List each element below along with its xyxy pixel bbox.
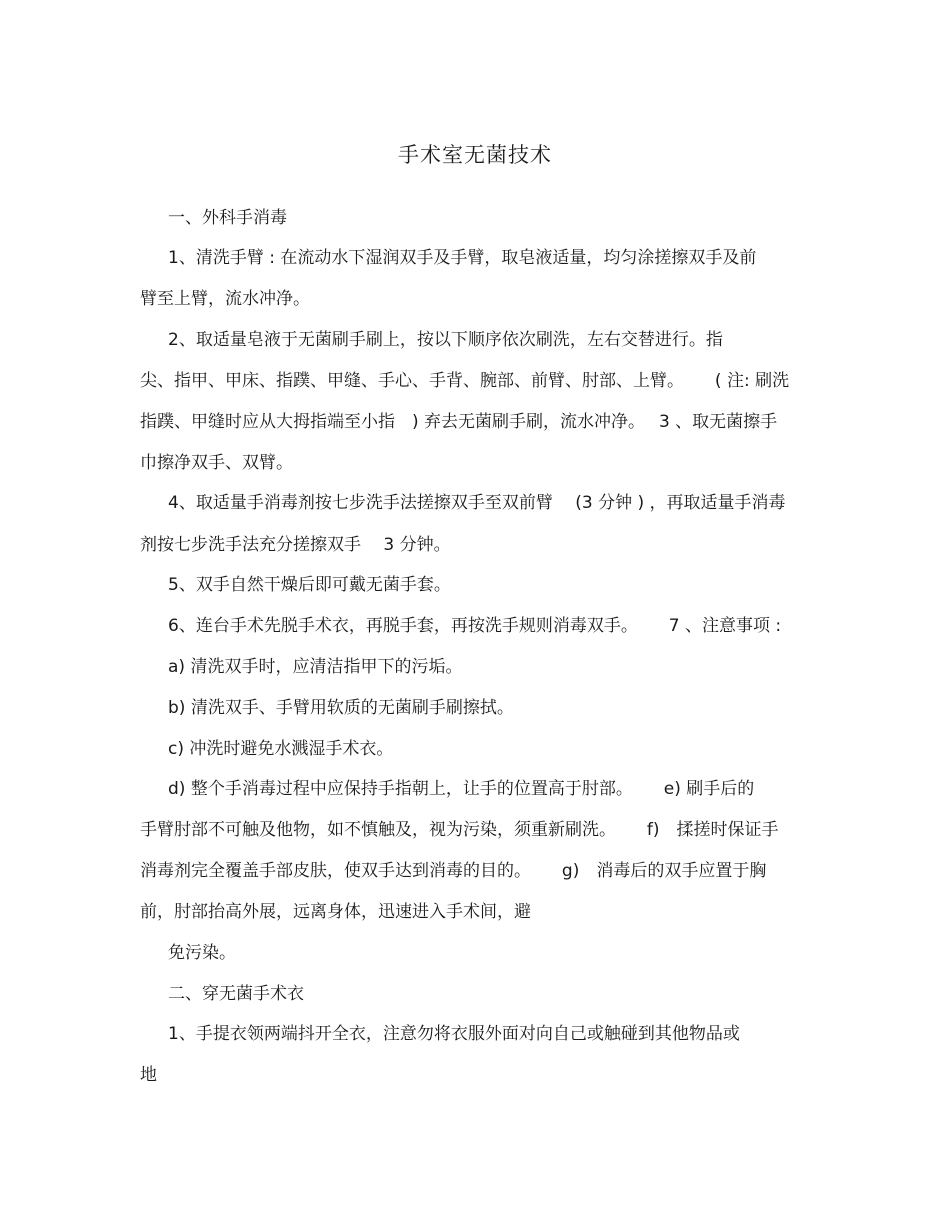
section-heading-2: 二、穿无菌手术衣 <box>168 984 304 1004</box>
list-item: c) 冲洗时避免水溅湿手术衣。 <box>168 739 394 759</box>
paragraph-line: 地 <box>140 1065 157 1085</box>
paragraph-line: 指蹼、甲缝时应从大拇指端至小指 ) 弃去无菌刷手刷，流水冲净。 3 、取无菌擦手 <box>140 412 778 432</box>
paragraph-line: 前，肘部抬高外展，远离身体，迅速进入手术间，避 <box>140 902 531 922</box>
paragraph-line: 手臂肘部不可触及他物，如不慎触及，视为污染，须重新刷洗。 f) 揉搓时保证手 <box>140 820 779 840</box>
paragraph-line: 免污染。 <box>168 943 236 963</box>
list-item: d) 整个手消毒过程中应保持手指朝上，让手的位置高于肘部。 e) 刷手后的 <box>168 779 755 799</box>
paragraph-line: 消毒剂完全覆盖手部皮肤，使双手达到消毒的目的。 g) 消毒后的双手应置于胸 <box>140 861 767 881</box>
paragraph-line: 1、清洗手臂 : 在流动水下湿润双手及手臂，取皂液适量，均匀涂搓擦双手及前 <box>168 248 757 268</box>
document-title: 手术室无菌技术 <box>398 143 552 167</box>
paragraph-line: 6、连台手术先脱手术衣，再脱手套，再按洗手规则消毒双手。 7 、注意事项 : <box>168 616 782 636</box>
paragraph-line: 5、双手自然干燥后即可戴无菌手套。 <box>168 575 451 595</box>
paragraph-line: 臂至上臂，流水冲净。 <box>140 289 310 309</box>
paragraph-line: 剂按七步洗手法充分搓擦双手 3 分钟。 <box>140 535 451 555</box>
paragraph-line: 1、手提衣领两端抖开全衣，注意勿将衣服外面对向自己或触碰到其他物品或 <box>168 1024 740 1044</box>
section-heading-1: 一、外科手消毒 <box>168 208 287 228</box>
paragraph-line: 4、取适量手消毒剂按七步洗手法搓擦双手至双前臂 (3 分钟 ) ，再取适量手消毒 <box>168 493 786 513</box>
paragraph-line: 巾擦净双手、双臂。 <box>140 453 293 473</box>
list-item: a) 清洗双手时，应清洁指甲下的污垢。 <box>168 657 463 677</box>
list-item: b) 清洗双手、手臂用软质的无菌刷手刷擦拭。 <box>168 698 514 718</box>
paragraph-line: 2、取适量皂液于无菌刷手刷上，按以下顺序依次刷洗，左右交替进行。指 <box>168 330 723 350</box>
paragraph-line: 尖、指甲、甲床、指蹼、甲缝、手心、手背、腕部、前臂、肘部、上臂。 ( 注: 刷洗 <box>140 371 790 391</box>
